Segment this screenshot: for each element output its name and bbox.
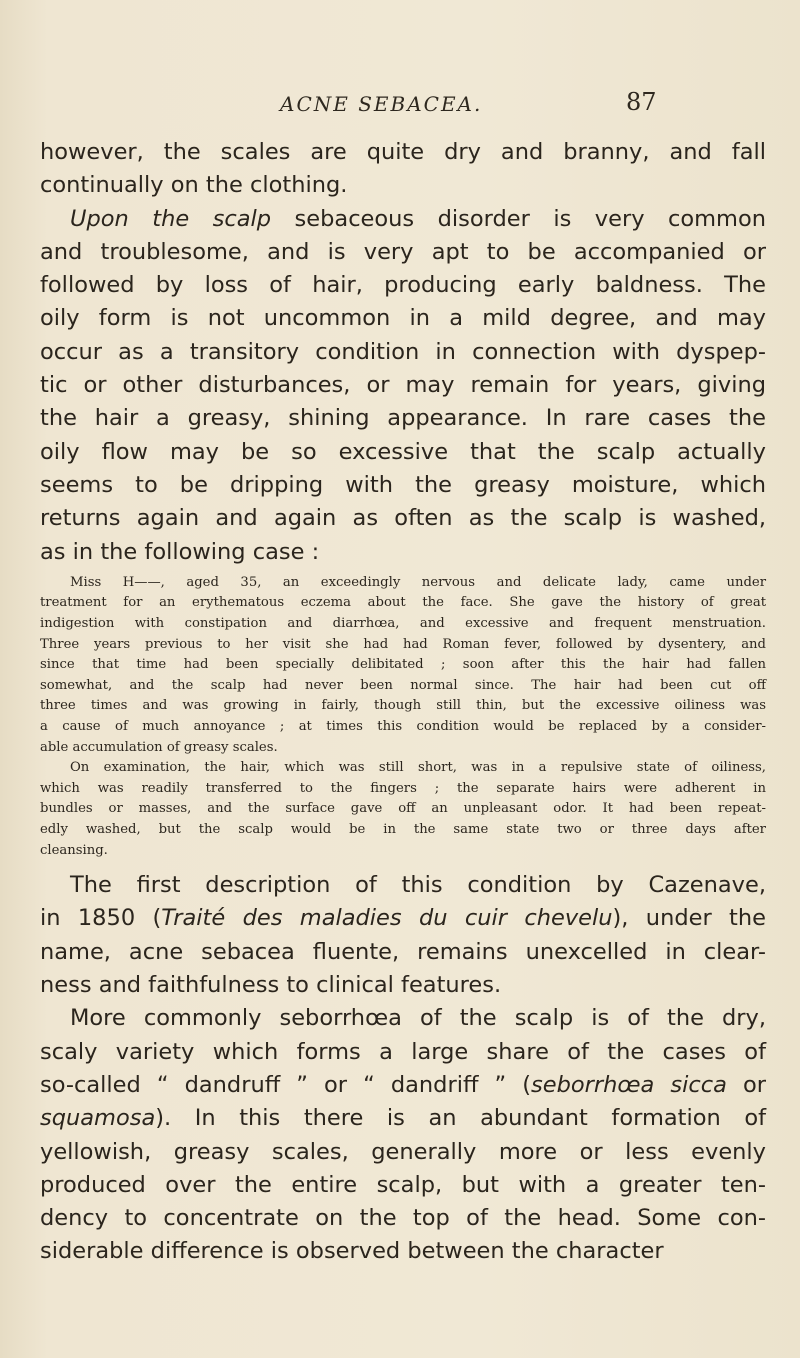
text-run: sebaceous disorder is very common <box>271 205 767 232</box>
text-line: occur as a transitory condition in connection with dyspep- <box>40 338 766 365</box>
text-line: The first description of this condition by Cazenave, <box>70 872 766 899</box>
text-line: three times and was growing in fairly, though still thin, but the excessive oiliness was <box>40 698 766 714</box>
text-line: oily form is not uncommon in a mild degree, and may <box>40 305 766 332</box>
text-run: in 1850 ( <box>40 905 162 932</box>
italic-title: Traité des maladies du cuir chevelu <box>161 905 613 932</box>
case-report <box>40 573 766 758</box>
running-title: ACNE SEBACEA. <box>280 92 483 116</box>
text-line: continually on the clothing. <box>40 172 348 199</box>
text-line: Miss H——, aged 35, an exceedingly nervous and delicate lady, came under <box>70 574 766 590</box>
text-run: ), under the <box>612 905 766 932</box>
italic-term: squamosa <box>40 1105 156 1132</box>
text-line: edly washed, but the scalp would be in the same state two or three days after <box>40 821 766 837</box>
text-line: and troublesome, and is very apt to be accompanied or <box>40 238 766 265</box>
text-line: siderable difference is observed between the character <box>40 1238 664 1265</box>
text-line: as in the following case : <box>40 538 320 565</box>
text-line: scaly variety which forms a large share of the cases of <box>40 1038 766 1065</box>
text-line: indigestion with constipation and diarrhœa, and excessive and frequent menstruation. <box>40 616 766 632</box>
text-line: able accumulation of greasy scales. <box>40 739 278 755</box>
text-line <box>40 1102 766 1135</box>
paragraph-cazenave <box>40 869 766 1002</box>
text-line: however, the scales are quite dry and branny, and fall <box>40 139 766 165</box>
text-line: somewhat, and the scalp had never been normal since. The hair had been cut off <box>40 677 766 693</box>
text-line <box>40 203 766 236</box>
text-line: cleansing. <box>40 842 108 858</box>
text-line: oily flow may be so excessive that the scalp actually <box>40 438 766 465</box>
text-line: seems to be dripping with the greasy moisture, which <box>40 471 766 498</box>
text-line: returns again and again as often as the scalp is washed, <box>40 505 766 532</box>
text-line: treatment for an erythematous eczema about the face. She gave the history of great <box>40 595 766 611</box>
text-line: tic or other disturbances, or may remain for years, giving <box>40 372 766 399</box>
text-line: since that time had been specially delibitated ; soon after this the hair had fallen <box>40 657 766 673</box>
text-line: followed by loss of hair, producing early baldness. The <box>40 272 766 299</box>
text-line: bundles or masses, and the surface gave off an unpleasant odor. It had been repeat- <box>40 801 766 817</box>
text-line: ness and faithfulness to clinical features. <box>40 972 502 999</box>
page-number: 87 <box>626 88 657 116</box>
paragraph-scalp <box>40 203 766 569</box>
text-line: On examination, the hair, which was still short, was in a repulsive state of oiliness, <box>70 760 766 776</box>
text-line: a cause of much annoyance ; at times this condition would be replaced by a consider- <box>40 719 766 735</box>
case-examination <box>40 758 766 861</box>
text-line: yellowish, greasy scales, generally more or less evenly <box>40 1138 766 1165</box>
text-line: which was readily transferred to the fingers ; the separate hairs were adherent in <box>40 780 766 796</box>
italic-term: seborrhœa sicca <box>531 1071 727 1098</box>
text-line <box>40 1069 766 1102</box>
text-line: produced over the entire scalp, but with a greater ten- <box>40 1171 766 1198</box>
text-line: Three years previous to her visit she had had Roman fever, followed by dysentery, and <box>40 636 766 652</box>
text-line: More commonly seborrhœa of the scalp is of the dry, <box>70 1005 766 1032</box>
text-line: the hair a greasy, shining appearance. In rare cases the <box>40 405 766 432</box>
text-line: name, acne sebacea fluente, remains unexcelled in clear- <box>40 938 766 965</box>
italic-phrase: Upon the scalp <box>70 205 272 232</box>
text-line <box>40 902 766 935</box>
running-head <box>30 88 750 122</box>
paragraph-continuation <box>40 136 766 203</box>
text-run: or <box>726 1071 766 1098</box>
paragraph-dry-variety <box>40 1002 766 1268</box>
text-line: dency to concentrate on the top of the head. Some con- <box>40 1205 766 1232</box>
body-text <box>40 136 766 1269</box>
text-run: ). In this there is an abundant formation of <box>155 1105 766 1132</box>
text-run: so-called “ dandruff ” or “ dandriff ” ( <box>40 1071 532 1098</box>
